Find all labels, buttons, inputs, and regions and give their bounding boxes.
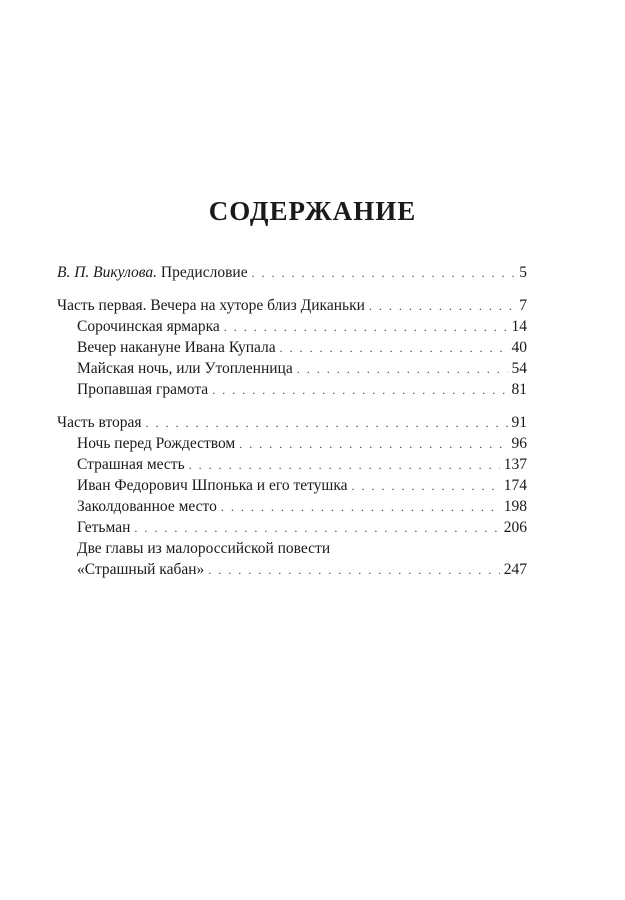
- dot-leader: [146, 412, 508, 434]
- dot-leader: [224, 316, 508, 338]
- toc-entry: [57, 559, 527, 580]
- toc-page-number: 5: [519, 264, 527, 281]
- toc-entry-title: Страшная месть: [77, 456, 185, 473]
- toc-entry: [57, 454, 527, 475]
- toc-entry-title: Заколдованное место: [77, 498, 217, 515]
- dot-leader: [352, 475, 500, 497]
- toc-entry-title: «Страшный кабан»: [77, 561, 205, 578]
- toc-entry-title: Часть первая. Вечера на хуторе близ Диканьки: [57, 297, 365, 314]
- table-of-contents: [57, 262, 527, 580]
- dot-leader: [189, 454, 500, 476]
- toc-page-number: 54: [511, 360, 527, 377]
- toc-entry-title: Ночь перед Рождеством: [77, 435, 236, 452]
- toc-page-number: 14: [511, 318, 527, 335]
- dot-leader: [252, 262, 516, 284]
- toc-page-number: 198: [503, 498, 527, 515]
- toc-entry-part-one: [57, 295, 527, 316]
- toc-entry: [57, 337, 527, 358]
- dot-leader: [212, 379, 507, 401]
- toc-entry: [57, 475, 527, 496]
- dot-leader: [297, 358, 508, 380]
- toc-entry-preface: [57, 262, 527, 283]
- toc-entry-label: Предисловие: [157, 264, 248, 281]
- dot-leader: [221, 496, 500, 518]
- toc-entry: [57, 433, 527, 454]
- toc-entry-title: [57, 262, 248, 283]
- toc-entry: [57, 496, 527, 517]
- dot-leader: [208, 559, 499, 581]
- toc-page-number: 91: [511, 414, 527, 431]
- toc-page-number: 40: [511, 339, 527, 356]
- toc-entry-title: Вечер накануне Ивана Купала: [77, 339, 276, 356]
- dot-leader: [280, 337, 508, 359]
- toc-entry-title: Сорочинская ярмарка: [77, 318, 220, 335]
- toc-entry-author: В. П. Викулова.: [57, 264, 158, 281]
- toc-entry: [57, 358, 527, 379]
- toc-entry-title: Майская ночь, или Утопленница: [77, 360, 293, 377]
- dot-leader: [134, 517, 499, 539]
- toc-page-number: 206: [503, 519, 527, 536]
- toc-page-number: 247: [503, 561, 527, 578]
- toc-entry: [57, 316, 527, 337]
- toc-entry-part-two: [57, 412, 527, 433]
- toc-page-number: 7: [519, 297, 527, 314]
- toc-entry-title: Часть вторая: [57, 414, 142, 431]
- toc-page-number: 137: [503, 456, 527, 473]
- dot-leader: [369, 295, 515, 317]
- dot-leader: [239, 433, 507, 455]
- toc-page-number: 96: [511, 435, 527, 452]
- toc-page-number: 174: [503, 477, 527, 494]
- page-title: СОДЕРЖАНИЕ: [208, 196, 417, 226]
- toc-entry: [57, 517, 527, 538]
- toc-entry-title: Иван Федорович Шпонька и его тетушка: [77, 477, 348, 494]
- toc-entry-title: Пропавшая грамота: [77, 381, 209, 398]
- toc-entry-title-line: Две главы из малороссийской повести: [77, 540, 331, 557]
- toc-page-number: 81: [511, 381, 527, 398]
- toc-entry-title: Гетьман: [77, 519, 131, 536]
- toc-entry: [57, 379, 527, 400]
